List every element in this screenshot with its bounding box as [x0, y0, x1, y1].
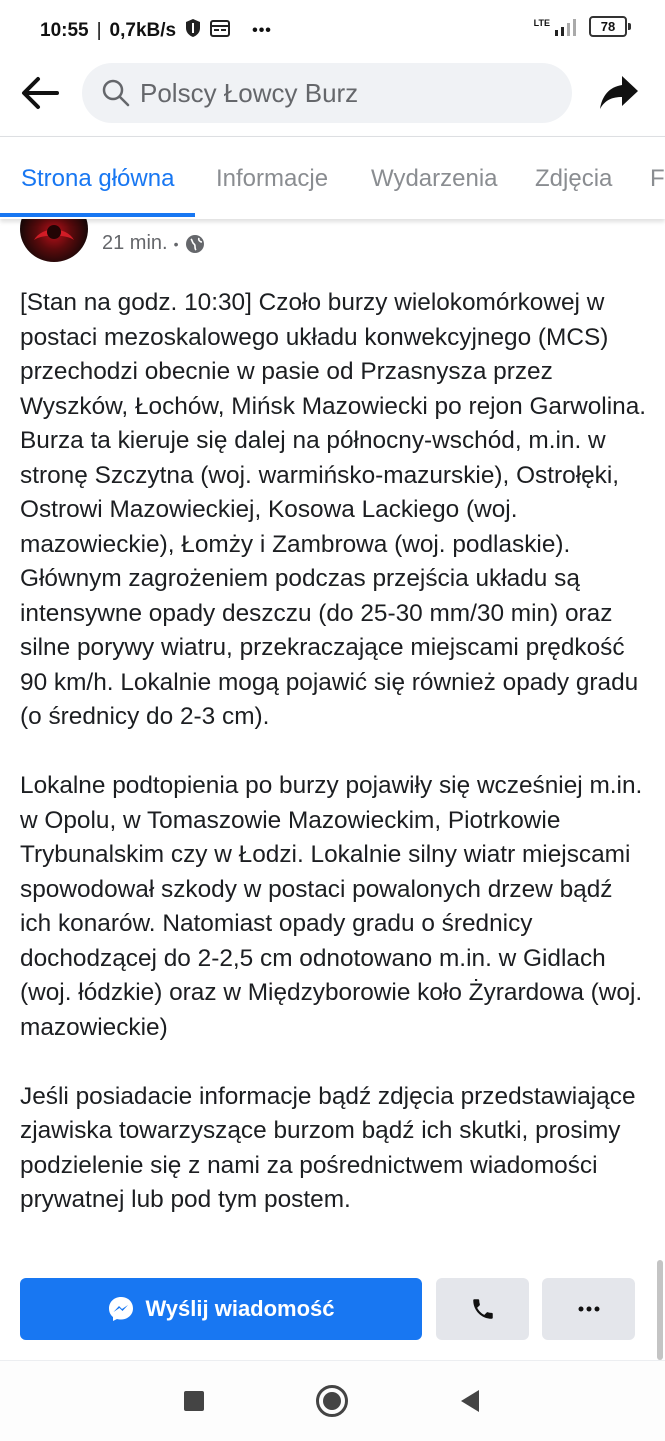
signal-icon [534, 18, 579, 36]
send-message-button[interactable] [20, 1278, 422, 1340]
messenger-icon [107, 1295, 135, 1323]
status-bar: 10:55 | 0,7kB/s ••• LTE 78 [0, 0, 665, 62]
search-icon [102, 79, 130, 107]
post-paragraph: [Stan na godz. 10:30] Czoło burzy wielokomórkowej w postaci mezoskalowego układu konwekcyjnego (MCS) przechodzi obecnie w pasie od Przasnysza przez Wyszków, Łochów, Mińsk Mazowiecki po rejon Garwolina. Burza ta kieruje się dalej na północny-wschód, m.in. w stronę Szczytna (woj. warmińsko-mazurskie), Ostrołęki, Ostrowi Mazowieckiej, Kosowa Lackiego (woj. mazowieckie), Łomży i Zambrowa (woj. podlaskie). Głównym zagrożeniem podczas przejścia układu są intensywne opady deszczu (do 25-30 mm/30 min) oraz silne porywy wiatru, przekraczające miejscami prędkość 90 km/h. Lokalnie mogą pojawić się również opady gradu (o średnicy do 2-3 cm). [20, 289, 647, 730]
system-nav-bar [0, 1360, 665, 1441]
app-bar [0, 62, 665, 136]
page-tabs [0, 136, 665, 219]
tab-photos[interactable]: Zdjęcia [535, 165, 613, 192]
more-dots-icon [578, 1306, 600, 1312]
tab-home[interactable]: Strona główna [21, 165, 175, 192]
battery-level: 78 [600, 19, 616, 34]
more-options-button[interactable] [542, 1278, 635, 1340]
post-meta [102, 232, 205, 255]
search-input[interactable] [138, 77, 542, 110]
post-time[interactable]: 21 min. [102, 232, 168, 254]
globe-icon [185, 234, 205, 254]
meta-separator: • [173, 235, 179, 252]
recents-icon[interactable] [176, 1383, 212, 1419]
share-icon[interactable] [598, 74, 640, 117]
call-button[interactable] [436, 1278, 529, 1340]
tab-events[interactable]: Wydarzenia [371, 165, 498, 192]
back-nav-icon[interactable] [452, 1383, 488, 1419]
home-icon[interactable] [314, 1383, 350, 1419]
active-tab-indicator [0, 213, 195, 217]
shield-icon [184, 18, 202, 44]
post-text [20, 286, 650, 1252]
more-notifications-icon: ••• [252, 22, 272, 39]
phone-icon [470, 1296, 496, 1322]
status-speed: 0,7kB/s [109, 20, 177, 41]
post-paragraph: Lokalne podtopienia po burzy pojawiły się wcześniej m.in. w Opolu, w Tomaszowie Mazowieckim, Piotrkowie Trybunalskim czy w Łodzi. Lokalnie silny wiatr miejscami spowodował szkody w postaci powalonych drzew bądź ich konarów. Natomiast opady gradu o średnicy dochodzącej do 2-2,5 cm odnotowano m.in. w Gidlach (woj. łódzkie) oraz w Międzyborowie koło Żyrardowa (woj. mazowieckie) [20, 772, 643, 1041]
scrollbar[interactable] [657, 1260, 663, 1360]
post-paragraph: Jeśli posiadacie informacje bądź zdjęcia przedstawiające zjawiska towarzyszące burzom bądź ich skutki, prosimy podzielenie się z nami za pośrednictwem wiadomości prywatnej lub pod tym postem. [20, 1082, 636, 1213]
status-time: 10:55 [40, 20, 89, 41]
back-arrow-icon[interactable] [20, 76, 60, 115]
calendar-icon [210, 19, 230, 43]
network-type: LTE [533, 17, 550, 28]
search-bar[interactable] [82, 63, 572, 123]
send-message-label: Wyślij wiadomość [145, 1296, 335, 1321]
tab-info[interactable]: Informacje [216, 165, 329, 192]
action-bar [0, 1278, 665, 1340]
battery-icon [589, 16, 627, 37]
tab-more[interactable]: F [650, 165, 665, 192]
